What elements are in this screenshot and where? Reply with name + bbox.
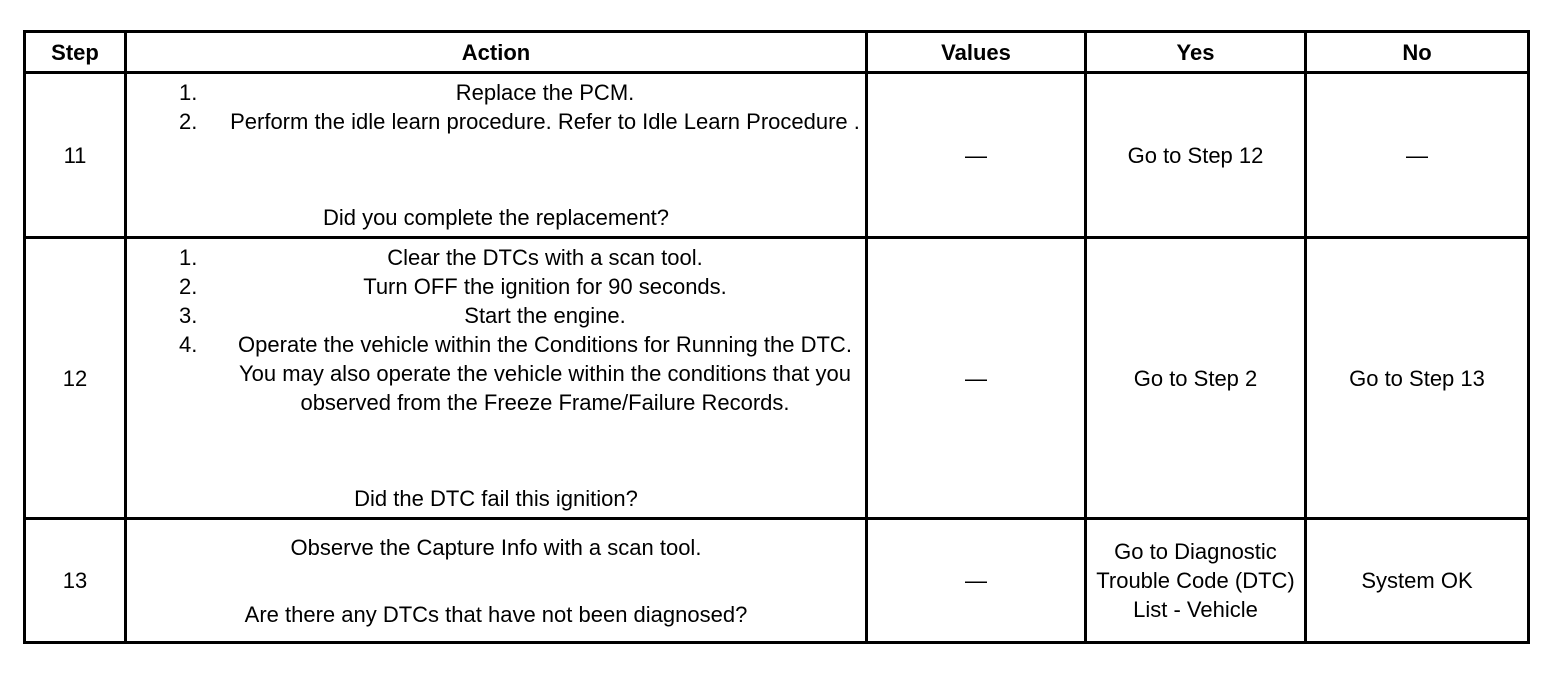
no-cell: System OK [1361, 568, 1473, 593]
table-row-step-11 [26, 74, 1527, 239]
values-cell: — [868, 74, 1087, 239]
no-cell: Go to Step 13 [1307, 239, 1527, 520]
yes-cell: Go to Step 12 [1087, 74, 1307, 239]
action-cell [127, 74, 868, 239]
step-number: 11 [26, 74, 127, 239]
yes-cell: Go to Step 2 [1087, 239, 1307, 520]
header-step: Step [26, 33, 127, 74]
action-question: Did the DTC fail this ignition? [354, 486, 638, 511]
action-question: Are there any DTCs that have not been diagnosed? [244, 601, 748, 627]
step-item-number: 3. [179, 303, 198, 328]
action-cell [127, 520, 868, 641]
action-step [131, 243, 861, 272]
step-item-text: Clear the DTCs with a scan tool. [387, 245, 703, 270]
step-item-number: 4. [179, 332, 198, 357]
step-item-text: Turn OFF the ignition for 90 seconds. [363, 274, 727, 299]
action-step [131, 272, 861, 301]
action-step [131, 107, 861, 136]
diagnostic-table [23, 30, 1530, 644]
header-no: No [1307, 33, 1527, 74]
action-observe: Observe the Capture Info with a scan tool. [290, 534, 702, 560]
step-item-text: Start the engine. [464, 303, 626, 328]
step-number: 13 [26, 520, 127, 641]
step-number: 12 [26, 239, 127, 520]
step-item-text: Replace the PCM. [455, 80, 635, 105]
action-step [131, 330, 861, 417]
step-item-number: 1. [179, 245, 198, 270]
header-action: Action [127, 33, 868, 74]
action-step [131, 78, 861, 107]
yes-cell: Go to Diagnostic Trouble Code (DTC) List - Vehicle [1087, 520, 1307, 641]
step-item-text: Perform the idle learn procedure. Refer to Idle Learn Procedure . [230, 109, 860, 134]
table-row-step-12 [26, 239, 1527, 520]
action-step [131, 301, 861, 330]
no-cell: — [1307, 74, 1527, 239]
values-cell: — [868, 520, 1087, 641]
action-cell [127, 239, 868, 520]
action-steps [131, 78, 861, 136]
action-question: Did you complete the replacement? [322, 205, 670, 230]
step-item-number: 1. [179, 80, 198, 105]
header-yes: Yes [1087, 33, 1307, 74]
step-item-number: 2. [179, 109, 198, 134]
header-values: Values [868, 33, 1087, 74]
table-row-step-13 [26, 520, 1527, 641]
step-item-number: 2. [179, 274, 198, 299]
action-steps [131, 243, 861, 417]
step-item-text: Operate the vehicle within the Conditions for Running the DTC. You may also operate the vehicle within the conditions that you observed from the Freeze Frame/Failure Records. [238, 332, 852, 415]
values-cell: — [868, 239, 1087, 520]
header-row [26, 33, 1527, 74]
